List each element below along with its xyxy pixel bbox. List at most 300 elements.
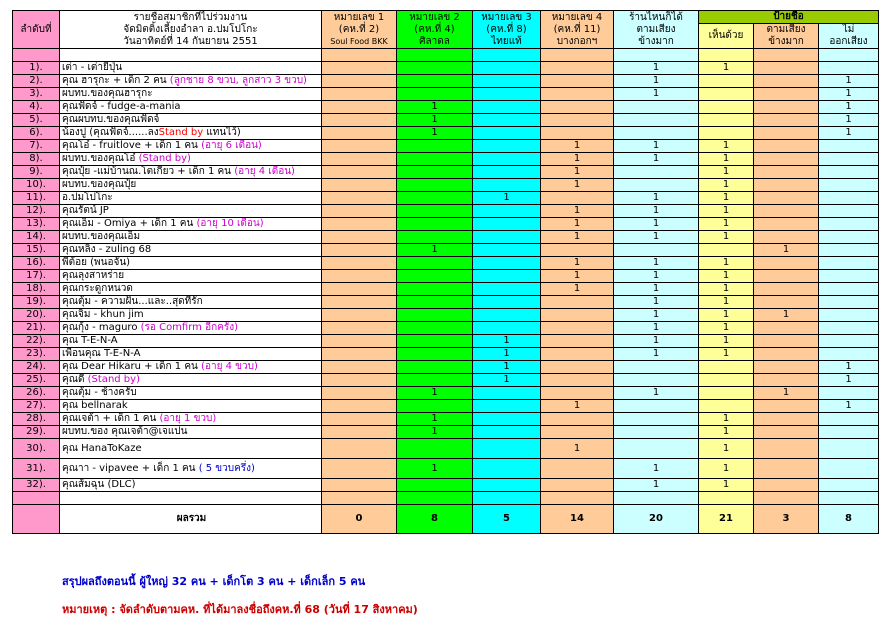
vote-cell [397, 231, 473, 244]
vote-cell [819, 140, 879, 153]
vote-cell [322, 459, 397, 479]
vote-cell [322, 244, 397, 257]
vote-cell [699, 387, 754, 400]
vote-cell [541, 309, 614, 322]
row-index: 25). [13, 374, 60, 387]
vote-cell [322, 309, 397, 322]
row-index: 24). [13, 361, 60, 374]
vote-cell: 1 [699, 413, 754, 426]
table-row [13, 387, 879, 400]
vote-cell [397, 62, 473, 75]
vote-cell: 1 [699, 166, 754, 179]
vote-cell [473, 322, 541, 335]
vote-cell [819, 459, 879, 479]
vote-cell [397, 153, 473, 166]
sign-group-header: ป้ายชื่อ [699, 11, 879, 24]
vote-cell [322, 479, 397, 492]
vote-cell [322, 75, 397, 88]
vote-cell: 1 [541, 270, 614, 283]
vote-cell [322, 166, 397, 179]
member-name [60, 322, 322, 335]
table-row [13, 218, 879, 231]
row-index: 6). [13, 127, 60, 140]
member-note: (Stand by) [87, 374, 140, 385]
vote-cell: 1 [614, 459, 699, 479]
vote-cell [754, 348, 819, 361]
column-header-line: หมายเลข 3 [481, 11, 532, 23]
vote-cell [322, 231, 397, 244]
table-row [13, 374, 879, 387]
vote-cell [322, 62, 397, 75]
totals-row [13, 505, 879, 534]
vote-cell: 1 [699, 205, 754, 218]
column-header-line: (คห.ที่ 2) [338, 23, 380, 35]
vote-cell [473, 296, 541, 309]
vote-cell [699, 361, 754, 374]
vote-cell: 1 [699, 192, 754, 205]
table-row [13, 114, 879, 127]
vote-cell: 1 [819, 127, 879, 140]
vote-cell [322, 387, 397, 400]
vote-cell: 1 [397, 413, 473, 426]
vote-cell [754, 283, 819, 296]
member-name-text: คุณ Dear Hikaru + เด็ก 1 คน [62, 361, 202, 372]
vote-cell [819, 348, 879, 361]
vote-cell [754, 192, 819, 205]
vote-cell [699, 400, 754, 413]
table-row [13, 231, 879, 244]
column-header-line: หมายเลข 4 [551, 11, 603, 23]
vote-cell: 1 [397, 127, 473, 140]
member-name [60, 205, 322, 218]
table-row [13, 361, 879, 374]
vote-cell [541, 296, 614, 309]
member-name [60, 88, 322, 101]
vote-cell [819, 387, 879, 400]
vote-cell [473, 387, 541, 400]
vote-cell [322, 153, 397, 166]
total-cell: 5 [473, 505, 541, 534]
vote-cell: 1 [819, 101, 879, 114]
vote-cell [754, 257, 819, 270]
table-row [13, 283, 879, 296]
member-note: ( 5 ขวบครึ่ง) [198, 462, 255, 474]
member-name-text: คุณโอ๋ - fruitlove + เด็ก 1 คน [62, 140, 202, 151]
vote-cell [322, 283, 397, 296]
vote-cell: 1 [473, 335, 541, 348]
vote-cell [754, 114, 819, 127]
vote-cell [754, 459, 819, 479]
total-cell: 20 [614, 505, 699, 534]
vote-cell [819, 153, 879, 166]
table-row [13, 166, 879, 179]
vote-cell [473, 127, 541, 140]
row-index: 8). [13, 153, 60, 166]
member-name-text: คุณส้มฉุน (DLC) [62, 479, 136, 490]
vote-cell [397, 322, 473, 335]
row-index: 16). [13, 257, 60, 270]
member-name [60, 400, 322, 413]
member-name [60, 257, 322, 270]
vote-cell: 1 [699, 426, 754, 439]
column-header-4 [541, 11, 614, 49]
row-index: 4). [13, 101, 60, 114]
vote-cell [322, 114, 397, 127]
vote-cell: 1 [614, 348, 699, 361]
vote-cell [699, 127, 754, 140]
vote-cell: 1 [397, 114, 473, 127]
vote-cell: 1 [473, 348, 541, 361]
vote-cell [397, 192, 473, 205]
table-row [13, 205, 879, 218]
total-cell: 8 [819, 505, 879, 534]
vote-cell [322, 192, 397, 205]
vote-cell: 1 [699, 231, 754, 244]
vote-cell [322, 179, 397, 192]
vote-cell [754, 413, 819, 426]
total-cell: 0 [322, 505, 397, 534]
vote-cell [473, 101, 541, 114]
vote-cell: 1 [699, 439, 754, 459]
vote-cell: 1 [397, 387, 473, 400]
row-index: 28). [13, 413, 60, 426]
vote-cell: 1 [754, 309, 819, 322]
vote-cell [322, 426, 397, 439]
table-row [13, 309, 879, 322]
attendance-table [12, 10, 879, 534]
vote-cell: 1 [614, 387, 699, 400]
member-name-text: คุณปุ๋ย -แม่บ้านณ.โตเกียว + เด็ก 1 คน [62, 166, 235, 177]
vote-cell [754, 479, 819, 492]
column-header-line: ร้านไหนก็ได้ [629, 11, 683, 23]
member-name [60, 459, 322, 479]
member-name [60, 387, 322, 400]
vote-cell [754, 374, 819, 387]
member-name [60, 101, 322, 114]
vote-cell [397, 400, 473, 413]
vote-cell [473, 283, 541, 296]
vote-cell [473, 62, 541, 75]
vote-cell [541, 348, 614, 361]
member-name-text: คุณ T-E-N-A [62, 335, 118, 346]
row-index: 30). [13, 439, 60, 459]
vote-cell: 1 [699, 270, 754, 283]
vote-cell [614, 166, 699, 179]
vote-cell [473, 400, 541, 413]
vote-cell [473, 479, 541, 492]
vote-cell [397, 283, 473, 296]
vote-cell: 1 [699, 62, 754, 75]
table-row [13, 127, 879, 140]
member-note: (อายุ 4 เดือน) [234, 166, 295, 177]
vote-cell: 1 [541, 231, 614, 244]
member-name-text: อ.ปมโปโกะ [62, 192, 113, 203]
vote-cell: 1 [699, 459, 754, 479]
vote-cell: 1 [473, 192, 541, 205]
vote-cell [322, 361, 397, 374]
member-name [60, 270, 322, 283]
title-line1: รายชื่อสมาชิกที่ไปร่วมงาน [133, 11, 248, 23]
vote-cell: 1 [614, 322, 699, 335]
vote-cell [473, 439, 541, 459]
row-index: 27). [13, 400, 60, 413]
vote-cell [397, 270, 473, 283]
member-note: (อายุ 10 เดือน) [196, 218, 264, 229]
vote-cell [397, 140, 473, 153]
vote-cell: 1 [541, 140, 614, 153]
row-index: 2). [13, 75, 60, 88]
vote-cell: 1 [699, 335, 754, 348]
row-index: 14). [13, 231, 60, 244]
vote-cell [541, 387, 614, 400]
member-name-text: เพื่อนคุณ T-E-N-A [62, 348, 141, 359]
vote-cell: 1 [819, 361, 879, 374]
vote-cell: 1 [699, 309, 754, 322]
member-name-text: คุณกระดูกหนวด [62, 283, 133, 294]
row-index: 32). [13, 479, 60, 492]
vote-cell [819, 439, 879, 459]
member-name-text: ผบทบ.ของคุณปุ๋ย [62, 179, 137, 190]
member-name [60, 439, 322, 459]
member-note-suffix: แทนไว้) [203, 127, 241, 138]
vote-cell: 1 [614, 257, 699, 270]
member-name-text: น้องปู (คุณฟัดจ์......ลง [62, 127, 159, 138]
member-name [60, 75, 322, 88]
vote-cell: 1 [699, 322, 754, 335]
row-index: 10). [13, 179, 60, 192]
vote-cell [397, 75, 473, 88]
vote-cell [819, 296, 879, 309]
vote-cell [473, 218, 541, 231]
member-name-text: คุณดี [62, 374, 88, 385]
vote-cell [819, 335, 879, 348]
member-name-text: ผบทบ.ของคุณโอ๋ [62, 153, 139, 164]
table-row [13, 322, 879, 335]
vote-cell: 1 [397, 244, 473, 257]
vote-cell: 1 [614, 270, 699, 283]
member-note: (อายุ 4 ขวบ) [201, 361, 258, 372]
row-index: 26). [13, 387, 60, 400]
vote-cell [397, 205, 473, 218]
row-index: 11). [13, 192, 60, 205]
vote-cell [614, 101, 699, 114]
member-name [60, 166, 322, 179]
vote-cell [754, 296, 819, 309]
row-index: 9). [13, 166, 60, 179]
vote-cell [473, 426, 541, 439]
vote-cell: 1 [614, 309, 699, 322]
vote-cell: 1 [541, 218, 614, 231]
vote-cell [541, 413, 614, 426]
member-name-text: คุณเจต้า + เด็ก 1 คน [62, 413, 160, 424]
member-name [60, 374, 322, 387]
table-row [13, 479, 879, 492]
vote-cell [322, 439, 397, 459]
vote-cell [541, 62, 614, 75]
column-header-5 [614, 11, 699, 49]
member-note: (อายุ 6 เดือน) [201, 140, 262, 151]
vote-cell [754, 335, 819, 348]
vote-cell [473, 257, 541, 270]
table-row [13, 88, 879, 101]
totals-label: ผลรวม [60, 505, 322, 534]
vote-cell [473, 231, 541, 244]
vote-cell [819, 62, 879, 75]
table-row [13, 140, 879, 153]
member-name-text: คุณาา - vipavee + เด็ก 1 คน [62, 462, 199, 474]
column-header-2 [397, 11, 473, 49]
vote-cell [397, 309, 473, 322]
member-note: (ลูกชาย 8 ขวบ, ลูกสาว 3 ขวบ) [169, 75, 307, 86]
member-name [60, 153, 322, 166]
sign-col-header-line: ออกเสียง [829, 36, 868, 47]
member-name-text: ผบทบ.ของคุณฮารุกะ [62, 88, 153, 99]
vote-cell [754, 101, 819, 114]
vote-cell [322, 322, 397, 335]
member-name-text: คุณจิ๋ม - khun jim [62, 309, 144, 320]
table-row [13, 413, 879, 426]
vote-cell [473, 309, 541, 322]
column-header-line: ข้างมาก [638, 35, 674, 47]
vote-cell [397, 257, 473, 270]
vote-cell [322, 374, 397, 387]
total-cell: 3 [754, 505, 819, 534]
vote-cell [397, 218, 473, 231]
vote-cell [754, 88, 819, 101]
spacer-row [13, 492, 879, 505]
vote-cell: 1 [614, 75, 699, 88]
vote-cell [754, 62, 819, 75]
column-header-1 [322, 11, 397, 49]
vote-cell [754, 231, 819, 244]
vote-cell [397, 296, 473, 309]
column-header-line: (คห.ที่ 4) [414, 23, 455, 35]
vote-cell [699, 374, 754, 387]
member-name [60, 283, 322, 296]
member-note: (อายุ 1 ขวบ) [159, 413, 217, 424]
index-header: ลำดับที่ [13, 11, 60, 49]
vote-cell: 1 [754, 244, 819, 257]
vote-cell [819, 283, 879, 296]
table-row [13, 179, 879, 192]
vote-cell [614, 374, 699, 387]
member-name [60, 361, 322, 374]
member-name [60, 479, 322, 492]
vote-cell: 1 [699, 153, 754, 166]
vote-cell [397, 479, 473, 492]
table-row [13, 400, 879, 413]
column-header-line: ศิลาดล [419, 35, 450, 47]
vote-cell [614, 426, 699, 439]
vote-cell [397, 374, 473, 387]
vote-cell: 1 [819, 88, 879, 101]
vote-cell [473, 153, 541, 166]
sign-col-header-line: ข้างมาก [768, 36, 804, 47]
vote-cell [322, 400, 397, 413]
vote-cell: 1 [614, 479, 699, 492]
total-cell: 21 [699, 505, 754, 534]
column-header-line: (คห.ที่ 8) [486, 23, 527, 35]
vote-cell [614, 244, 699, 257]
sheet-title [60, 11, 322, 49]
row-index: 5). [13, 114, 60, 127]
vote-cell [754, 270, 819, 283]
member-name [60, 140, 322, 153]
vote-cell [322, 413, 397, 426]
row-index: 22). [13, 335, 60, 348]
vote-cell [473, 140, 541, 153]
table-row [13, 244, 879, 257]
vote-cell [322, 101, 397, 114]
vote-cell: 1 [541, 439, 614, 459]
vote-cell [819, 309, 879, 322]
member-name-text: คุณรัตน์ JP [62, 205, 109, 216]
member-name [60, 192, 322, 205]
member-name [60, 296, 322, 309]
vote-cell [819, 166, 879, 179]
column-header-line: ตามเสียง [636, 23, 676, 35]
vote-cell [541, 361, 614, 374]
vote-cell [473, 179, 541, 192]
vote-cell [322, 205, 397, 218]
vote-cell: 1 [819, 374, 879, 387]
column-header-line: หมายเลข 1 [333, 11, 385, 23]
column-header-line: ไทยแท้ [491, 35, 522, 47]
vote-cell: 1 [699, 296, 754, 309]
vote-cell [473, 244, 541, 257]
member-name-text: คุณผบทบ.ของคุณฟัดจ์ [62, 114, 160, 125]
member-name [60, 348, 322, 361]
vote-cell [473, 88, 541, 101]
vote-cell: 1 [699, 479, 754, 492]
member-name [60, 413, 322, 426]
column-header-line: Soul Food BKK [330, 36, 388, 46]
total-cell: 8 [397, 505, 473, 534]
vote-cell: 1 [541, 205, 614, 218]
vote-cell [819, 479, 879, 492]
vote-cell: 1 [699, 257, 754, 270]
vote-cell: 1 [699, 179, 754, 192]
vote-cell: 1 [699, 348, 754, 361]
vote-cell: 1 [614, 218, 699, 231]
vote-cell [397, 88, 473, 101]
member-name-text: คุณตุ้ม - ความฝัน...และ..สุดที่รัก [62, 296, 203, 307]
vote-cell: 1 [541, 257, 614, 270]
table-row [13, 348, 879, 361]
vote-cell [541, 114, 614, 127]
vote-cell [397, 179, 473, 192]
member-name [60, 179, 322, 192]
vote-cell [473, 114, 541, 127]
table-row [13, 439, 879, 459]
vote-cell [541, 101, 614, 114]
vote-cell [614, 439, 699, 459]
vote-cell [541, 244, 614, 257]
row-index: 17). [13, 270, 60, 283]
vote-cell [614, 179, 699, 192]
vote-cell [754, 179, 819, 192]
vote-cell [322, 296, 397, 309]
summary-text: สรุปผลถึงตอนนี้ ผู้ใหญ่ 32 คน + เด็กโต 3 คน + เด็กเล็ก 5 คน [62, 575, 366, 588]
vote-cell [541, 88, 614, 101]
vote-cell [819, 413, 879, 426]
vote-cell [541, 75, 614, 88]
vote-cell [473, 459, 541, 479]
table-row [13, 101, 879, 114]
member-note: (Stand by) [138, 153, 191, 164]
row-index: 23). [13, 348, 60, 361]
vote-cell [397, 361, 473, 374]
